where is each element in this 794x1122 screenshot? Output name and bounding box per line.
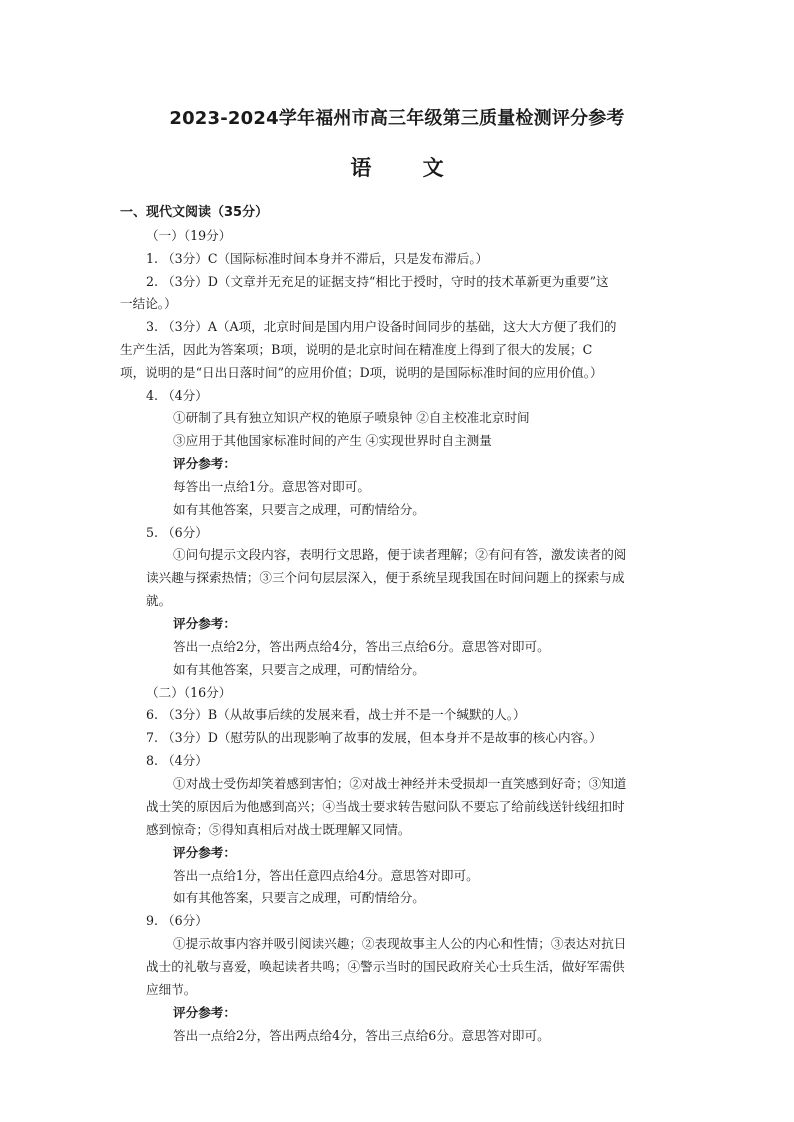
question-heading: 4. （4分） bbox=[146, 388, 208, 403]
document-title: 2023-2024学年福州市高三年级第三质量检测评分参考 bbox=[169, 108, 625, 129]
question-heading: 9. （6分） bbox=[146, 913, 208, 928]
answer-line: ①对战士受伤却笑着感到害怕；②对战士神经并未受损却一直笑感到好奇；③知道 bbox=[173, 776, 627, 791]
answer-line: 项，说明的是“日出日落时间”的应用价值；D项，说明的是国际标准时间的应用价值。） bbox=[120, 365, 603, 380]
scoring-label: 评分参考： bbox=[173, 616, 236, 631]
answer-line: ①提示故事内容并吸引阅读兴趣；②表现故事主人公的内心和性情；③表达对抗日 bbox=[173, 936, 627, 951]
answer-line: 战士笑的原因后为他感到高兴；④当战士要求转告慰问队不要忘了给前线送针线纽扣时 bbox=[146, 799, 625, 814]
scoring-line: 答出一点给2分，答出两点给4分，答出三点给6分。意思答对即可。 bbox=[173, 639, 550, 654]
answer-line: 战士的礼敬与喜爱，唤起读者共鸣；④警示当时的国民政府关心士兵生活，做好军需供 bbox=[146, 959, 625, 974]
scoring-line: 答出一点给2分，答出两点给4分，答出三点给6分。意思答对即可。 bbox=[173, 1028, 550, 1043]
scoring-label: 评分参考： bbox=[173, 1005, 236, 1020]
subject-heading: 语 文 bbox=[350, 156, 466, 180]
scoring-line: 答出一点给1分，答出任意四点给4分。意思答对即可。 bbox=[173, 868, 479, 883]
answer-line: 感到惊奇；⑤得知真相后对战士既理解又同情。 bbox=[146, 822, 411, 837]
answer-line: 2. （3分）D（文章并无充足的证据支持“相比于授时，守时的技术革新更为重要”这 bbox=[146, 274, 609, 289]
answer-line: ①问句提示文段内容，表明行文思路，便于读者理解；②有问有答，激发读者的阅 bbox=[173, 547, 627, 562]
answer-line: 6. （3分）B（从故事后续的发展来看，战士并不是一个缄默的人。） bbox=[146, 707, 526, 722]
answer-line: 3. （3分）A（A项，北京时间是国内用户设备时间同步的基础，这大大方便了我们的 bbox=[146, 319, 617, 334]
question-heading: 8. （4分） bbox=[146, 753, 208, 768]
scoring-line: 如有其他答案，只要言之成理，可酌情给分。 bbox=[173, 662, 425, 677]
answer-line: 就。 bbox=[146, 593, 172, 608]
section-heading: 一、现代文阅读（35分） bbox=[120, 205, 269, 220]
subsection-heading: （一）（19分） bbox=[146, 228, 232, 243]
scoring-label: 评分参考： bbox=[173, 456, 236, 471]
answer-line: 7. （3分）D（慰劳队的出现影响了故事的发展，但本身并不是故事的核心内容。） bbox=[146, 730, 603, 745]
answer-line: ③应用于其他国家标准时间的产生 ④实现世界时自主测量 bbox=[173, 433, 492, 448]
answer-line: 应细节。 bbox=[146, 982, 197, 997]
answer-line: 1. （3分）C（国际标准时间本身并不滞后，只是发布滞后。） bbox=[146, 251, 489, 266]
question-heading: 5. （6分） bbox=[146, 525, 208, 540]
scoring-label: 评分参考： bbox=[173, 845, 236, 860]
answer-line: ①研制了具有独立知识产权的铯原子喷泉钟 ②自主校准北京时间 bbox=[173, 410, 530, 425]
answer-line: 读兴趣与探索热情；③三个问句层层深入，便于系统呈现我国在时间问题上的探索与成 bbox=[146, 570, 625, 585]
answer-line: 生产生活，因此为答案项；B项，说明的是北京时间在精准度上得到了很大的发展；C bbox=[120, 342, 593, 357]
answer-line: 一结论。） bbox=[120, 296, 177, 311]
subsection-heading: （二）（16分） bbox=[146, 685, 232, 700]
scoring-line: 如有其他答案，只要言之成理，可酌情给分。 bbox=[173, 890, 425, 905]
scoring-line: 每答出一点给1分。意思答对即可。 bbox=[173, 479, 370, 494]
scoring-line: 如有其他答案，只要言之成理，可酌情给分。 bbox=[173, 502, 425, 517]
